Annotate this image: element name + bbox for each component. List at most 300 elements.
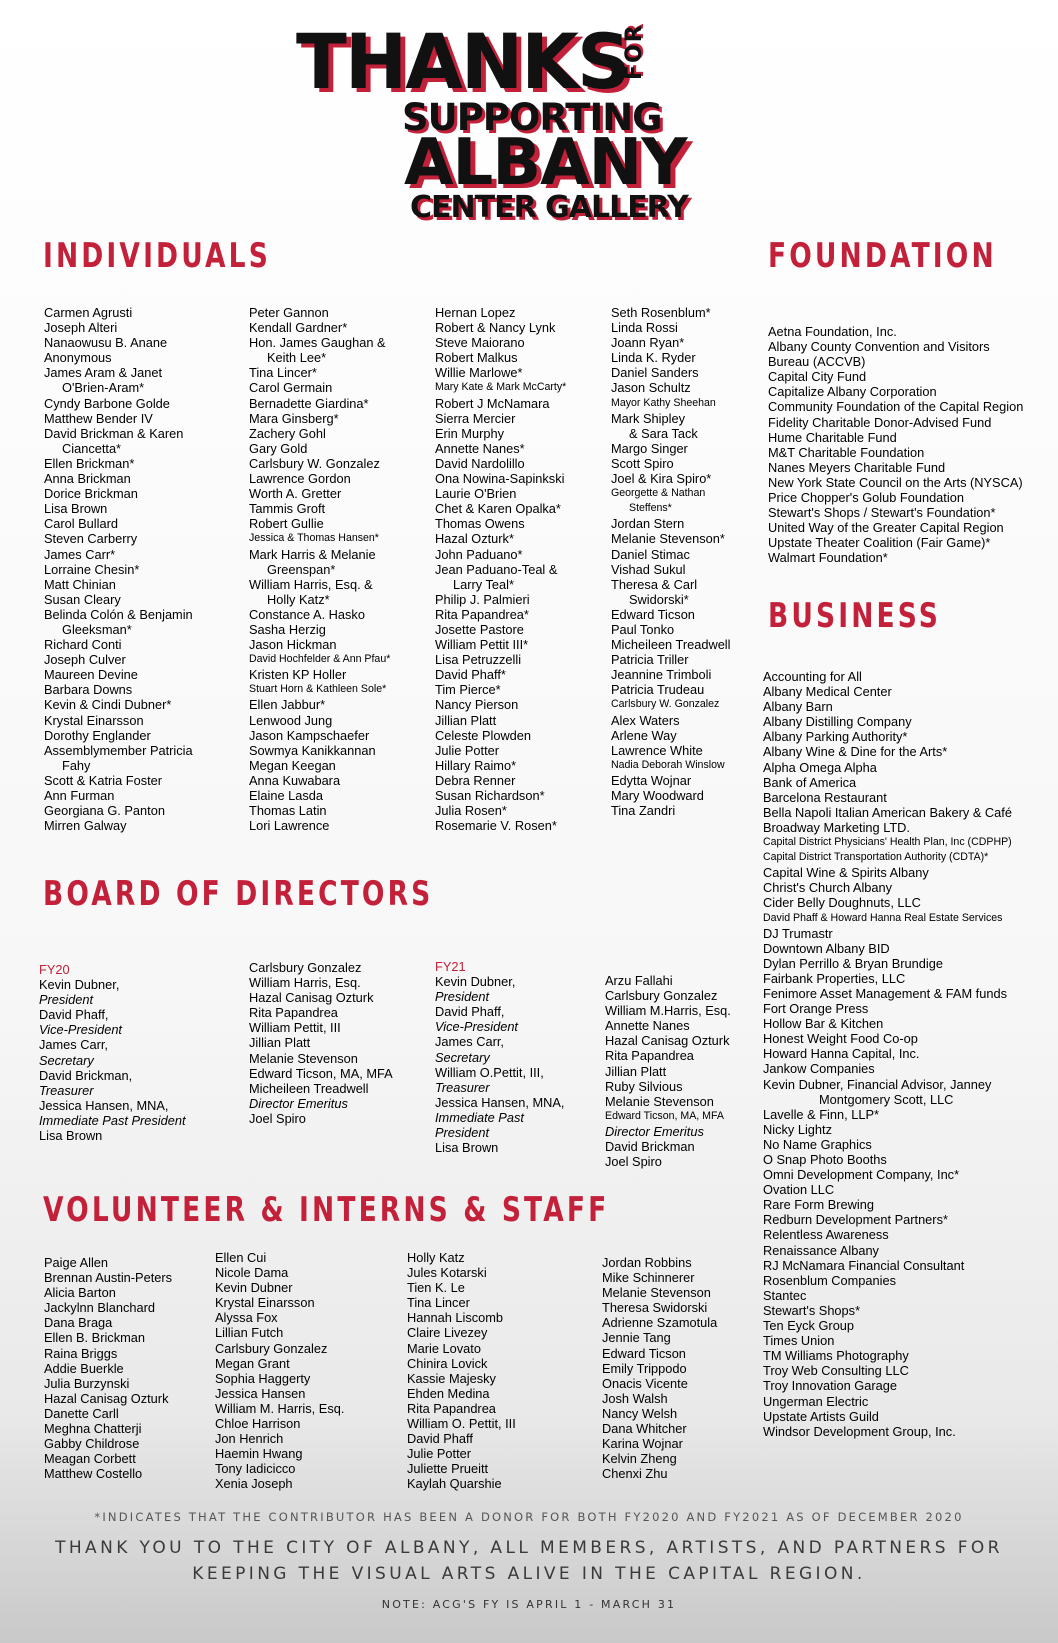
- list-item: Ona Nowina-Sapinkski: [435, 471, 565, 487]
- list-item: Community Foundation of the Capital Region: [768, 399, 1024, 415]
- list-item: Anna Kuwabara: [249, 772, 341, 788]
- business-list: [763, 669, 1012, 1439]
- list-item: Steven Carberry: [44, 531, 138, 547]
- individuals-col-2: [249, 305, 390, 833]
- list-item: Susan Cleary: [44, 591, 121, 607]
- list-item: Meagan Corbett: [44, 1451, 136, 1467]
- list-item: Micheileen Treadwell: [611, 637, 731, 653]
- list-item: Onacis Vicente: [602, 1375, 688, 1391]
- list-item: Tony Iadicicco: [215, 1461, 296, 1477]
- list-item: Melanie Stevenson: [249, 1050, 358, 1066]
- list-item: Ellen Brickman*: [44, 455, 135, 471]
- list-item: Constance A. Hasko: [249, 606, 365, 622]
- list-item: Carol Bullard: [44, 516, 118, 532]
- list-item: Ovation LLC: [763, 1182, 835, 1198]
- list-item: David Phaff*: [435, 667, 506, 683]
- title-albany: ALBANY: [404, 126, 687, 200]
- list-item: Immediate Past: [435, 1109, 524, 1125]
- list-item: Paul Tonko: [611, 621, 675, 637]
- list-item: Capital Wine & Spirits Albany: [763, 865, 929, 881]
- list-item: Carlsbury W. Gonzalez: [249, 455, 380, 471]
- list-item: Hollow Bar & Kitchen: [763, 1016, 884, 1032]
- list-item: Joel Spiro: [605, 1154, 662, 1170]
- list-item: Rosenblum Companies: [763, 1272, 897, 1288]
- list-item: Emily Trippodo: [602, 1360, 687, 1376]
- list-item: Robert J McNamara: [435, 395, 550, 411]
- list-item: Fidelity Charitable Donor-Advised Fund: [768, 414, 992, 430]
- list-item: Ungerman Electric: [763, 1393, 869, 1409]
- list-item: Secretary: [39, 1052, 94, 1068]
- list-item: Gary Gold: [249, 440, 308, 456]
- list-item: Addie Buerkle: [44, 1360, 124, 1376]
- list-item: Melanie Stevenson: [602, 1285, 711, 1301]
- list-item: Mark Harris & Melanie: [249, 546, 376, 562]
- list-item: Chet & Karen Opalka*: [435, 501, 561, 517]
- list-item: William Harris, Esq. &: [249, 576, 373, 592]
- heading-foundation: FOUNDATION: [768, 236, 997, 276]
- list-item: Greenspan*: [267, 561, 336, 577]
- list-item: Georgiana G. Panton: [44, 803, 165, 819]
- foundation-list: [768, 324, 1023, 566]
- list-item: James Carr*: [44, 546, 116, 562]
- list-item: Ruby Silvious: [605, 1078, 683, 1094]
- list-item: TM Williams Photography: [763, 1348, 909, 1364]
- list-item: Steve Maiorano: [435, 335, 525, 351]
- list-item: Scott & Katria Foster: [44, 772, 163, 788]
- list-item: Kevin Dubner,: [435, 974, 516, 990]
- list-item: Albany Barn: [763, 699, 833, 715]
- list-item: James Aram & Janet: [44, 365, 163, 381]
- list-item: Downtown Albany BID: [763, 940, 890, 956]
- list-item: Albany County Convention and Visitors: [768, 339, 990, 355]
- list-item: Carmen Agrusti: [44, 305, 133, 320]
- list-item: Lisa Brown: [39, 1128, 103, 1144]
- list-item: DJ Trumastr: [763, 925, 833, 941]
- list-item: Lisa Petruzzelli: [435, 652, 522, 668]
- list-item: Susan Richardson*: [435, 788, 545, 803]
- list-item: Larry Teal*: [453, 576, 514, 592]
- list-item: Holly Katz*: [267, 591, 330, 607]
- list-item: Debra Renner: [435, 772, 516, 788]
- list-item: Mark Shipley: [611, 410, 685, 426]
- list-item: Matt Chinian: [44, 576, 116, 592]
- list-item: Upstate Artists Guild: [763, 1408, 879, 1424]
- list-item: Carlsbury Gonzalez: [605, 988, 718, 1004]
- list-item: Cider Belly Doughnuts, LLC: [763, 895, 921, 911]
- list-item: Capitalize Albany Corporation: [768, 384, 937, 400]
- list-item: Melanie Stevenson: [605, 1093, 714, 1109]
- list-item: Alicia Barton: [44, 1285, 116, 1301]
- list-item: Daniel Sanders: [611, 365, 699, 381]
- list-item: Julia Burzynski: [44, 1375, 130, 1391]
- list-item: David Phaff,: [39, 1007, 109, 1023]
- title-supporting: SUPPORTING: [402, 96, 662, 139]
- list-item: Director Emeritus: [605, 1123, 704, 1139]
- list-item: Edward Ticson: [611, 606, 695, 622]
- list-item: & Sara Tack: [629, 425, 698, 441]
- list-item: Julie Potter: [407, 1446, 472, 1462]
- list-item: Fort Orange Press: [763, 1001, 869, 1017]
- list-item: Carlsbury Gonzalez: [249, 960, 362, 975]
- list-item: Marie Lovato: [407, 1340, 481, 1356]
- list-item: Alpha Omega Alpha: [763, 759, 877, 775]
- list-item: Barcelona Restaurant: [763, 789, 887, 805]
- list-item: Belinda Colón & Benjamin: [44, 606, 193, 622]
- list-item: Arlene Way: [611, 727, 677, 743]
- list-item: Gleeksman*: [62, 621, 132, 637]
- list-item: Mara Ginsberg*: [249, 410, 339, 426]
- list-item: Honest Weight Food Co-op: [763, 1031, 918, 1047]
- list-item: Aetna Foundation, Inc.: [768, 324, 897, 339]
- list-item: Times Union: [763, 1333, 835, 1349]
- list-item: Georgette & Nathan: [611, 487, 706, 500]
- list-item: Jessica Hansen, MNA,: [39, 1097, 169, 1113]
- list-item: Chinira Lovick: [407, 1355, 488, 1371]
- list-item: Mary Woodward: [611, 788, 704, 803]
- list-item: Robert & Nancy Lynk: [435, 320, 556, 336]
- list-item: Zachery Gohl: [249, 425, 326, 441]
- list-item: Ellen Jabbur*: [249, 697, 326, 713]
- list-item: Josette Pastore: [435, 621, 524, 637]
- thank-you-line-1: THANK YOU TO THE CITY OF ALBANY, ALL MEMBERS, ARTISTS, AND PARTNERS FOR: [55, 1538, 1003, 1558]
- list-item: Celeste Plowden: [435, 727, 532, 743]
- list-item: Xenia Joseph: [215, 1476, 293, 1492]
- list-item: Albany Distilling Company: [763, 714, 912, 730]
- list-item: Brennan Austin-Peters: [44, 1270, 173, 1286]
- list-item: Sasha Herzig: [249, 621, 326, 637]
- board-fy21: [435, 959, 564, 1155]
- list-item: Stewart's Shops / Stewart's Foundation*: [768, 505, 996, 521]
- list-item: Haemin Hwang: [215, 1446, 303, 1462]
- list-item: Joel Spiro: [249, 1110, 306, 1126]
- list-item: Chloe Harrison: [215, 1416, 301, 1432]
- list-item: Joseph Alteri: [44, 320, 118, 336]
- list-item: David Brickman & Karen: [44, 425, 184, 441]
- list-item: Cyndy Barbone Golde: [44, 395, 170, 411]
- list-item: Lisa Brown: [44, 501, 108, 517]
- list-item: Albany Parking Authority*: [763, 729, 908, 745]
- heading-board: BOARD OF DIRECTORS: [43, 874, 434, 914]
- list-item: Vishad Sukul: [611, 561, 686, 577]
- list-item: New York State Council on the Arts (NYSCA): [768, 474, 1023, 490]
- list-item: Jordan Stern: [611, 516, 685, 532]
- list-item: President: [435, 989, 490, 1005]
- list-item: Krystal Einarsson: [215, 1295, 315, 1311]
- list-item: Rita Papandrea: [407, 1400, 496, 1416]
- list-item: David Phaff,: [435, 1004, 505, 1020]
- list-item: Price Chopper's Golub Foundation: [768, 490, 964, 506]
- list-item: David Brickman: [605, 1139, 695, 1155]
- list-item: Treasurer: [435, 1079, 490, 1095]
- list-item: Julia Rosen*: [435, 803, 507, 819]
- list-item: Hazal Canisag Ozturk: [605, 1033, 730, 1049]
- list-item: Julie Potter: [435, 742, 500, 758]
- list-item: Rosemarie V. Rosen*: [435, 818, 557, 834]
- list-item: Albany Medical Center: [763, 684, 892, 700]
- list-item: Jillian Platt: [435, 712, 497, 728]
- list-item: Rita Papandrea: [249, 1005, 338, 1021]
- volunteers-col-4: [602, 1255, 717, 1481]
- list-item: Nancy Welsh: [602, 1405, 678, 1421]
- board-fy20-members: [249, 960, 393, 1126]
- list-item: Maureen Devine: [44, 667, 138, 683]
- list-item: President: [435, 1125, 490, 1141]
- list-item: Assemblymember Patricia: [44, 742, 193, 758]
- list-item: Christ's Church Albany: [763, 880, 893, 896]
- list-item: Rare Form Brewing: [763, 1197, 874, 1213]
- list-item: President: [39, 992, 94, 1008]
- list-item: Nadia Deborah Winslow: [611, 758, 725, 771]
- thank-you-line-2: KEEPING THE VISUAL ARTS ALIVE IN THE CAPITAL REGION.: [192, 1564, 866, 1584]
- list-item: Anna Brickman: [44, 471, 131, 487]
- list-item: Juliette Prueitt: [407, 1461, 489, 1477]
- list-item: Jordan Robbins: [602, 1255, 692, 1270]
- list-item: Edward Ticson: [602, 1345, 686, 1361]
- list-item: Tim Pierce*: [435, 682, 501, 698]
- list-item: Patricia Triller: [611, 652, 689, 668]
- list-item: Stewart's Shops*: [763, 1302, 861, 1318]
- list-item: Jankow Companies: [763, 1061, 875, 1077]
- list-item: Annette Nanes*: [435, 440, 525, 456]
- list-item: William M. Harris, Esq.: [215, 1400, 345, 1416]
- list-item: Thomas Latin: [249, 803, 327, 819]
- list-item: David Phaff: [407, 1431, 473, 1447]
- list-item: Chenxi Zhu: [602, 1466, 668, 1482]
- list-item: Mike Schinnerer: [602, 1270, 695, 1286]
- list-item: Gabby Childrose: [44, 1436, 140, 1452]
- list-item: Upstate Theater Coalition (Fair Game)*: [768, 535, 991, 551]
- list-item: Director Emeritus: [249, 1095, 348, 1111]
- list-item: Alyssa Fox: [215, 1310, 278, 1326]
- list-item: Kendall Gardner*: [249, 320, 348, 336]
- list-item: Hazal Canisag Ozturk: [44, 1390, 169, 1406]
- list-item: Hazal Ozturk*: [435, 531, 514, 547]
- list-item: Linda Rossi: [611, 320, 678, 336]
- list-item: Jessica & Thomas Hansen*: [249, 532, 379, 545]
- list-item: William Pettit, III: [249, 1020, 341, 1036]
- list-item: Megan Keegan: [249, 757, 336, 773]
- list-item: Lawrence Gordon: [249, 471, 351, 487]
- list-item: Laurie O'Brien: [435, 486, 517, 502]
- list-item: Lawrence White: [611, 742, 703, 758]
- list-item: Willie Marlowe*: [435, 365, 523, 381]
- list-item: Nancy Pierson: [435, 697, 519, 713]
- list-item: Mayor Kathy Sheehan: [611, 396, 716, 409]
- list-item: Holly Katz: [407, 1250, 465, 1265]
- list-item: Nicky Lightz: [763, 1121, 832, 1137]
- list-item: Ann Furman: [44, 788, 115, 803]
- title-center-gallery: CENTER GALLERY: [410, 190, 688, 225]
- list-item: Kevin Dubner, Financial Advisor, Janney: [763, 1076, 992, 1092]
- volunteers-col-2: [215, 1250, 344, 1492]
- heading-business: BUSINESS: [768, 596, 942, 636]
- list-item: Capital City Fund: [768, 369, 867, 385]
- list-item: Thomas Owens: [435, 516, 525, 532]
- list-item: Kevin Dubner,: [39, 977, 120, 993]
- list-item: Dylan Perrillo & Bryan Brundige: [763, 955, 943, 971]
- board-fy21-members: [605, 973, 731, 1169]
- list-item: Ellen B. Brickman: [44, 1330, 145, 1346]
- list-item: Carol Germain: [249, 380, 333, 396]
- list-item: Jean Paduano-Teal &: [435, 561, 558, 577]
- list-item: Peter Gannon: [249, 305, 329, 320]
- list-item: Matthew Costello: [44, 1466, 143, 1482]
- list-item: Krystal Einarsson: [44, 712, 144, 728]
- list-item: Kevin Dubner: [215, 1280, 293, 1296]
- list-item: Theresa & Carl: [611, 576, 698, 592]
- list-item: Annette Nanes: [605, 1018, 690, 1034]
- list-item: Elaine Lasda: [249, 788, 323, 803]
- heading-volunteers: VOLUNTEER & INTERNS & STAFF: [43, 1190, 610, 1230]
- list-item: Secretary: [435, 1049, 490, 1065]
- list-item: Melanie Stevenson*: [611, 531, 725, 547]
- list-item: William Harris, Esq.: [249, 975, 361, 991]
- list-item: Matthew Bender IV: [44, 410, 153, 426]
- list-item: Edward Ticson, MA, MFA: [605, 1109, 724, 1122]
- list-item: Dana Whitcher: [602, 1421, 687, 1437]
- list-item: Lorraine Chesin*: [44, 561, 140, 577]
- list-item: No Name Graphics: [763, 1136, 872, 1152]
- list-item: Nicole Dama: [215, 1265, 289, 1281]
- individuals-col-3: [435, 305, 566, 833]
- list-item: Hannah Liscomb: [407, 1310, 504, 1326]
- volunteers-col-3: [407, 1250, 516, 1492]
- list-item: Richard Conti: [44, 637, 122, 653]
- list-item: Broadway Marketing LTD.: [763, 819, 910, 835]
- list-item: Jennie Tang: [602, 1330, 671, 1346]
- list-item: William Pettit III*: [435, 637, 529, 653]
- list-item: Carlsbury W. Gonzalez: [611, 698, 720, 711]
- list-item: Barbara Downs: [44, 682, 133, 698]
- list-item: Fairbank Properties, LLC: [763, 970, 906, 986]
- list-item: Carlsbury Gonzalez: [215, 1340, 328, 1356]
- list-item: Mirren Galway: [44, 818, 127, 834]
- list-item: John Paduano*: [435, 546, 523, 562]
- list-item: Hon. James Gaughan &: [249, 335, 386, 351]
- list-item: Sowmya Kanikkannan: [249, 742, 376, 758]
- list-item: Mary Kate & Mark McCarty*: [435, 381, 567, 394]
- heading-individuals: INDIVIDUALS: [43, 236, 271, 276]
- list-item: Omni Development Company, Inc*: [763, 1167, 960, 1183]
- list-item: Erin Murphy: [435, 425, 504, 441]
- list-item: Jessica Hansen: [215, 1385, 306, 1401]
- list-item: Arzu Fallahi: [605, 973, 673, 988]
- list-item: Immediate Past President: [39, 1112, 186, 1128]
- list-item: Josh Walsh: [602, 1390, 668, 1406]
- list-item: Kelvin Zheng: [602, 1451, 677, 1467]
- list-item: Albany Wine & Dine for the Arts*: [763, 744, 948, 760]
- list-item: Ciancetta*: [62, 440, 122, 456]
- list-item: M&T Charitable Foundation: [768, 444, 925, 460]
- list-item: Capital District Transportation Authority (CDTA)*: [763, 851, 989, 864]
- fy21-label: FY21: [435, 959, 466, 974]
- list-item: Relentless Awareness: [763, 1227, 889, 1243]
- list-item: Jason Hickman: [249, 637, 337, 653]
- list-item: Bureau (ACCVB): [768, 354, 866, 370]
- list-item: Tina Lincer*: [249, 365, 317, 381]
- list-item: Jillian Platt: [249, 1035, 311, 1051]
- fy-note: NOTE: ACG'S FY IS APRIL 1 - MARCH 31: [381, 1598, 677, 1611]
- list-item: Robert Gullie: [249, 516, 324, 532]
- list-item: William O.Pettit, III,: [435, 1064, 544, 1080]
- list-item: O'Brien-Aram*: [62, 380, 145, 396]
- volunteers-col-1: [44, 1255, 172, 1481]
- list-item: William O. Pettit, III: [407, 1416, 516, 1432]
- list-item: Kristen KP Holler: [249, 667, 347, 683]
- list-item: Windsor Development Group, Inc.: [763, 1423, 956, 1439]
- list-item: Hazal Canisag Ozturk: [249, 990, 374, 1006]
- list-item: Tina Lincer: [407, 1295, 470, 1311]
- list-item: Raina Briggs: [44, 1345, 118, 1361]
- list-item: Seth Rosenblum*: [611, 305, 711, 320]
- list-item: RJ McNamara Financial Consultant: [763, 1257, 965, 1273]
- list-item: Vice-President: [435, 1019, 518, 1035]
- list-item: Adrienne Szamotula: [602, 1315, 718, 1331]
- list-item: Kassie Majesky: [407, 1370, 496, 1386]
- list-item: Tien K. Le: [407, 1280, 465, 1296]
- list-item: Edytta Wojnar: [611, 772, 692, 788]
- asterisk-note: *INDICATES THAT THE CONTRIBUTOR HAS BEEN A DONOR FOR BOTH FY2020 AND FY2021 AS OF DECEMBER 2020: [94, 1510, 964, 1524]
- list-item: Tammis Groft: [249, 501, 326, 517]
- list-item: William M.Harris, Esq.: [605, 1003, 731, 1019]
- list-item: Nanes Meyers Charitable Fund: [768, 459, 946, 475]
- list-item: Stuart Horn & Kathleen Sole*: [249, 683, 387, 696]
- list-item: Lavelle & Finn, LLP*: [763, 1106, 879, 1122]
- list-item: Karina Wojnar: [602, 1436, 683, 1452]
- list-item: Treasurer: [39, 1082, 94, 1098]
- list-item: Lillian Futch: [215, 1325, 284, 1341]
- list-item: Troy Web Consulting LLC: [763, 1363, 909, 1379]
- list-item: Walmart Foundation*: [768, 550, 888, 566]
- list-item: Dorice Brickman: [44, 486, 138, 502]
- list-item: Jessica Hansen, MNA,: [435, 1094, 565, 1110]
- list-item: Paige Allen: [44, 1255, 109, 1270]
- list-item: Scott Spiro: [611, 455, 674, 471]
- list-item: Ten Eyck Group: [763, 1318, 855, 1334]
- list-item: Ehden Medina: [407, 1385, 490, 1401]
- list-item: Hillary Raimo*: [435, 757, 517, 773]
- list-item: Joel & Kira Spiro*: [611, 471, 712, 487]
- list-item: Nanaowusu B. Anane: [44, 335, 168, 351]
- list-item: Jeannine Trimboli: [611, 667, 712, 683]
- list-item: James Carr,: [39, 1037, 108, 1053]
- list-item: Jason Schultz: [611, 380, 691, 396]
- list-item: Dorothy Englander: [44, 727, 151, 743]
- list-item: Bank of America: [763, 774, 857, 790]
- list-item: David Hochfelder & Ann Pfau*: [249, 653, 391, 666]
- list-item: Troy Innovation Garage: [763, 1378, 897, 1394]
- list-item: David Nardolillo: [435, 455, 525, 471]
- list-item: Lori Lawrence: [249, 818, 330, 834]
- list-item: Meghna Chatterji: [44, 1421, 142, 1437]
- list-item: Daniel Stimac: [611, 546, 690, 562]
- list-item: Jules Kotarski: [407, 1265, 487, 1281]
- list-item: Hume Charitable Fund: [768, 429, 897, 445]
- list-item: United Way of the Greater Capital Region: [768, 520, 1004, 536]
- fy20-label: FY20: [39, 962, 70, 977]
- list-item: Capital District Physicians' Health Plan, Inc (CDPHP): [763, 836, 1012, 849]
- list-item: Swidorski*: [629, 591, 689, 607]
- list-item: Joann Ryan*: [611, 335, 685, 351]
- list-item: Tina Zandri: [611, 803, 676, 819]
- board-fy20: [39, 962, 186, 1143]
- list-item: Lisa Brown: [435, 1140, 499, 1156]
- list-item: Fenimore Asset Management & FAM funds: [763, 985, 1007, 1001]
- list-item: Kevin & Cindi Dubner*: [44, 697, 172, 713]
- individuals-col-1: [44, 305, 193, 833]
- list-item: Anonymous: [44, 350, 112, 366]
- list-item: Theresa Swidorski: [602, 1300, 708, 1316]
